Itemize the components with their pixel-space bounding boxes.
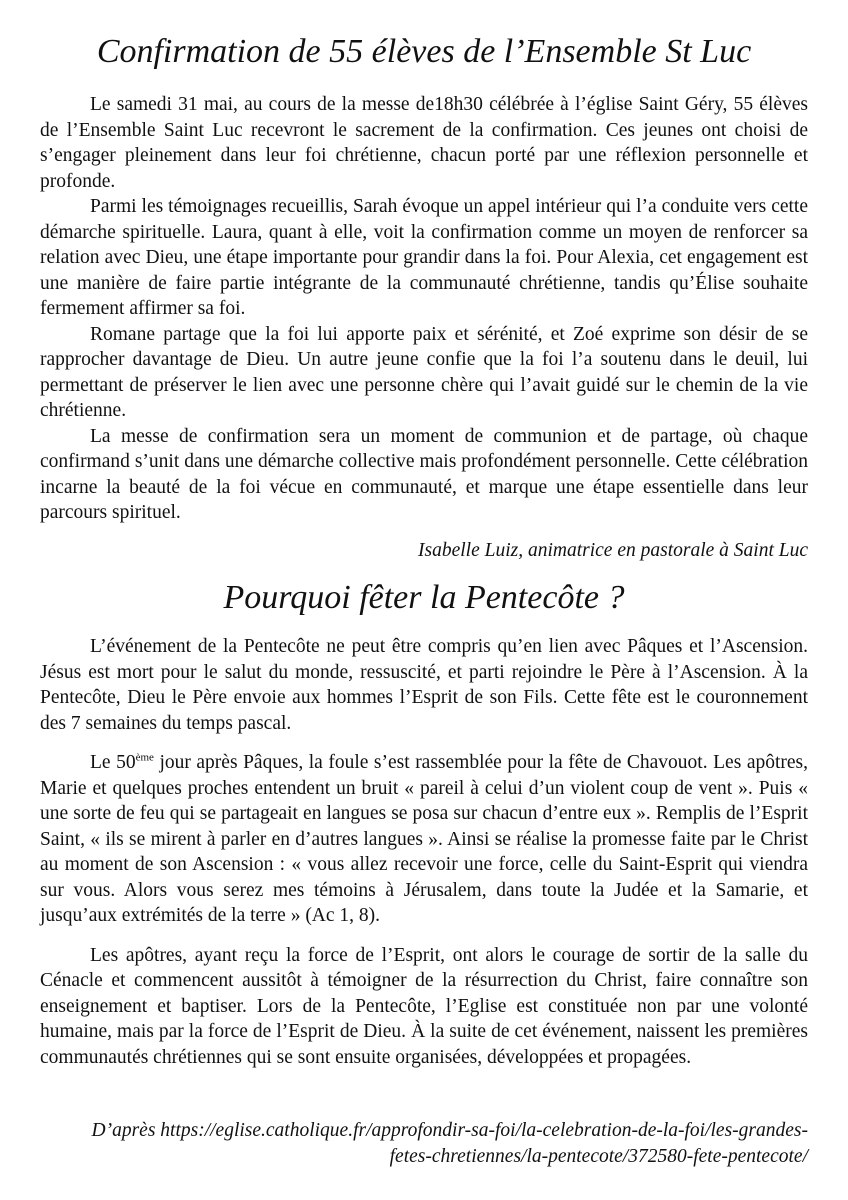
article-title-pentecote: Pourquoi fêter la Pentecôte ? [223, 579, 625, 616]
superscript: ème [135, 751, 154, 764]
paragraph-start: Le 50 [90, 752, 136, 773]
paragraph: Les apôtres, ayant reçu la force de l’Esprit, ont alors le courage de sortir de la salle du Cénacle et commencent aussitôt à témoigner de la résurrection du Christ, faire connaître son enseignement et baptiser. Lors de la Pentecôte, l’Eglise est constituée non par une volonté humaine, mais par la force de l’Esprit de Dieu. À la suite de cet événement, naissent les premières communautés chrétiennes qui se sont ensuite organisées, développées et propagées. [40, 944, 808, 1068]
source-line: fetes-chretiennes/la-pentecote/372580-fete-pentecote/ [389, 1145, 808, 1167]
article-body-pentecote [40, 634, 808, 1070]
paragraph: Le samedi 31 mai, au cours de la messe de18h30 célébrée à l’église Saint Géry, 55 élèves de l’Ensemble Saint Luc recevront le sacrement de la confirmation. Ces jeunes ont choisi de s’engager pleinement dans leur foi chrétienne, chacun porté par une réflexion personnelle et profonde. [40, 94, 808, 192]
source-line: D’après https://eglise.catholique.fr/approfondir-sa-foi/la-celebration-de-la-foi/les-grandes- [91, 1120, 808, 1141]
paragraph-rest: jour après Pâques, la foule s’est rassemblée pour la fête de Chavouot. Les apôtres, Marie et quelques proches entendent un bruit « pareil à celui d’un violent coup de vent ». Puis « une sorte de feu qui se partageait en langues se posa sur chacun d’entre eux ». Remplis de l’Esprit Saint, « ils se mirent à parler en d’autres langues ». Ainsi se réalise la promesse faite par le Christ au moment de son Ascension : « vous allez recevoir une force, celle du Saint-Esprit qui viendra sur vous. Alors vous serez mes témoins à Jérusalem, dans toute la Judée et la Samarie, et jusqu’aux extrémités de la terre » (Ac 1, 8). [40, 752, 808, 926]
paragraph: Romane partage que la foi lui apporte paix et sérénité, et Zoé exprime son désir de se rapprocher davantage de Dieu. Un autre jeune confie que la foi l’a soutenu dans le deuil, lui permettant de préserver le lien avec une personne chère qui l’avait guidé sur le chemin de la vie chrétienne. [40, 323, 808, 421]
article-signature: Isabelle Luiz, animatrice en pastorale à Saint Luc [418, 540, 808, 561]
paragraph: Parmi les témoignages recueillis, Sarah évoque un appel intérieur qui l’a conduite vers cette démarche spirituelle. Laura, quant à elle, voit la confirmation comme un moyen de renforcer sa relation avec Dieu, une étape importante pour grandir dans la foi. Pour Alexia, cet engagement est une manière de faire partie intégrante de la communauté chrétienne, tandis qu’Élise souhaite fermement affirmer sa foi. [40, 196, 808, 319]
article-title-confirmation: Confirmation de 55 élèves de l’Ensemble St Luc [96, 33, 752, 70]
paragraph: La messe de confirmation sera un moment de communion et de partage, où chaque confirmand s’unit dans une démarche collective mais profondément personnelle. Cette célébration incarne la beauté de la foi vécue en communauté, et marque une étape essentielle dans leur parcours spirituel. [40, 425, 808, 523]
article-body-confirmation [40, 92, 808, 526]
source-citation [40, 1118, 808, 1169]
paragraph [40, 750, 808, 929]
paragraph: L’événement de la Pentecôte ne peut être compris qu’en lien avec Pâques et l’Ascension. Jésus est mort pour le salut du monde, ressuscité, et parti rejoindre le Père à l’Ascension. À la Pentecôte, Dieu le Père envoie aux hommes l’Esprit de son Fils. Cette fête est le couronnement des 7 semaines du temps pascal. [40, 636, 808, 734]
